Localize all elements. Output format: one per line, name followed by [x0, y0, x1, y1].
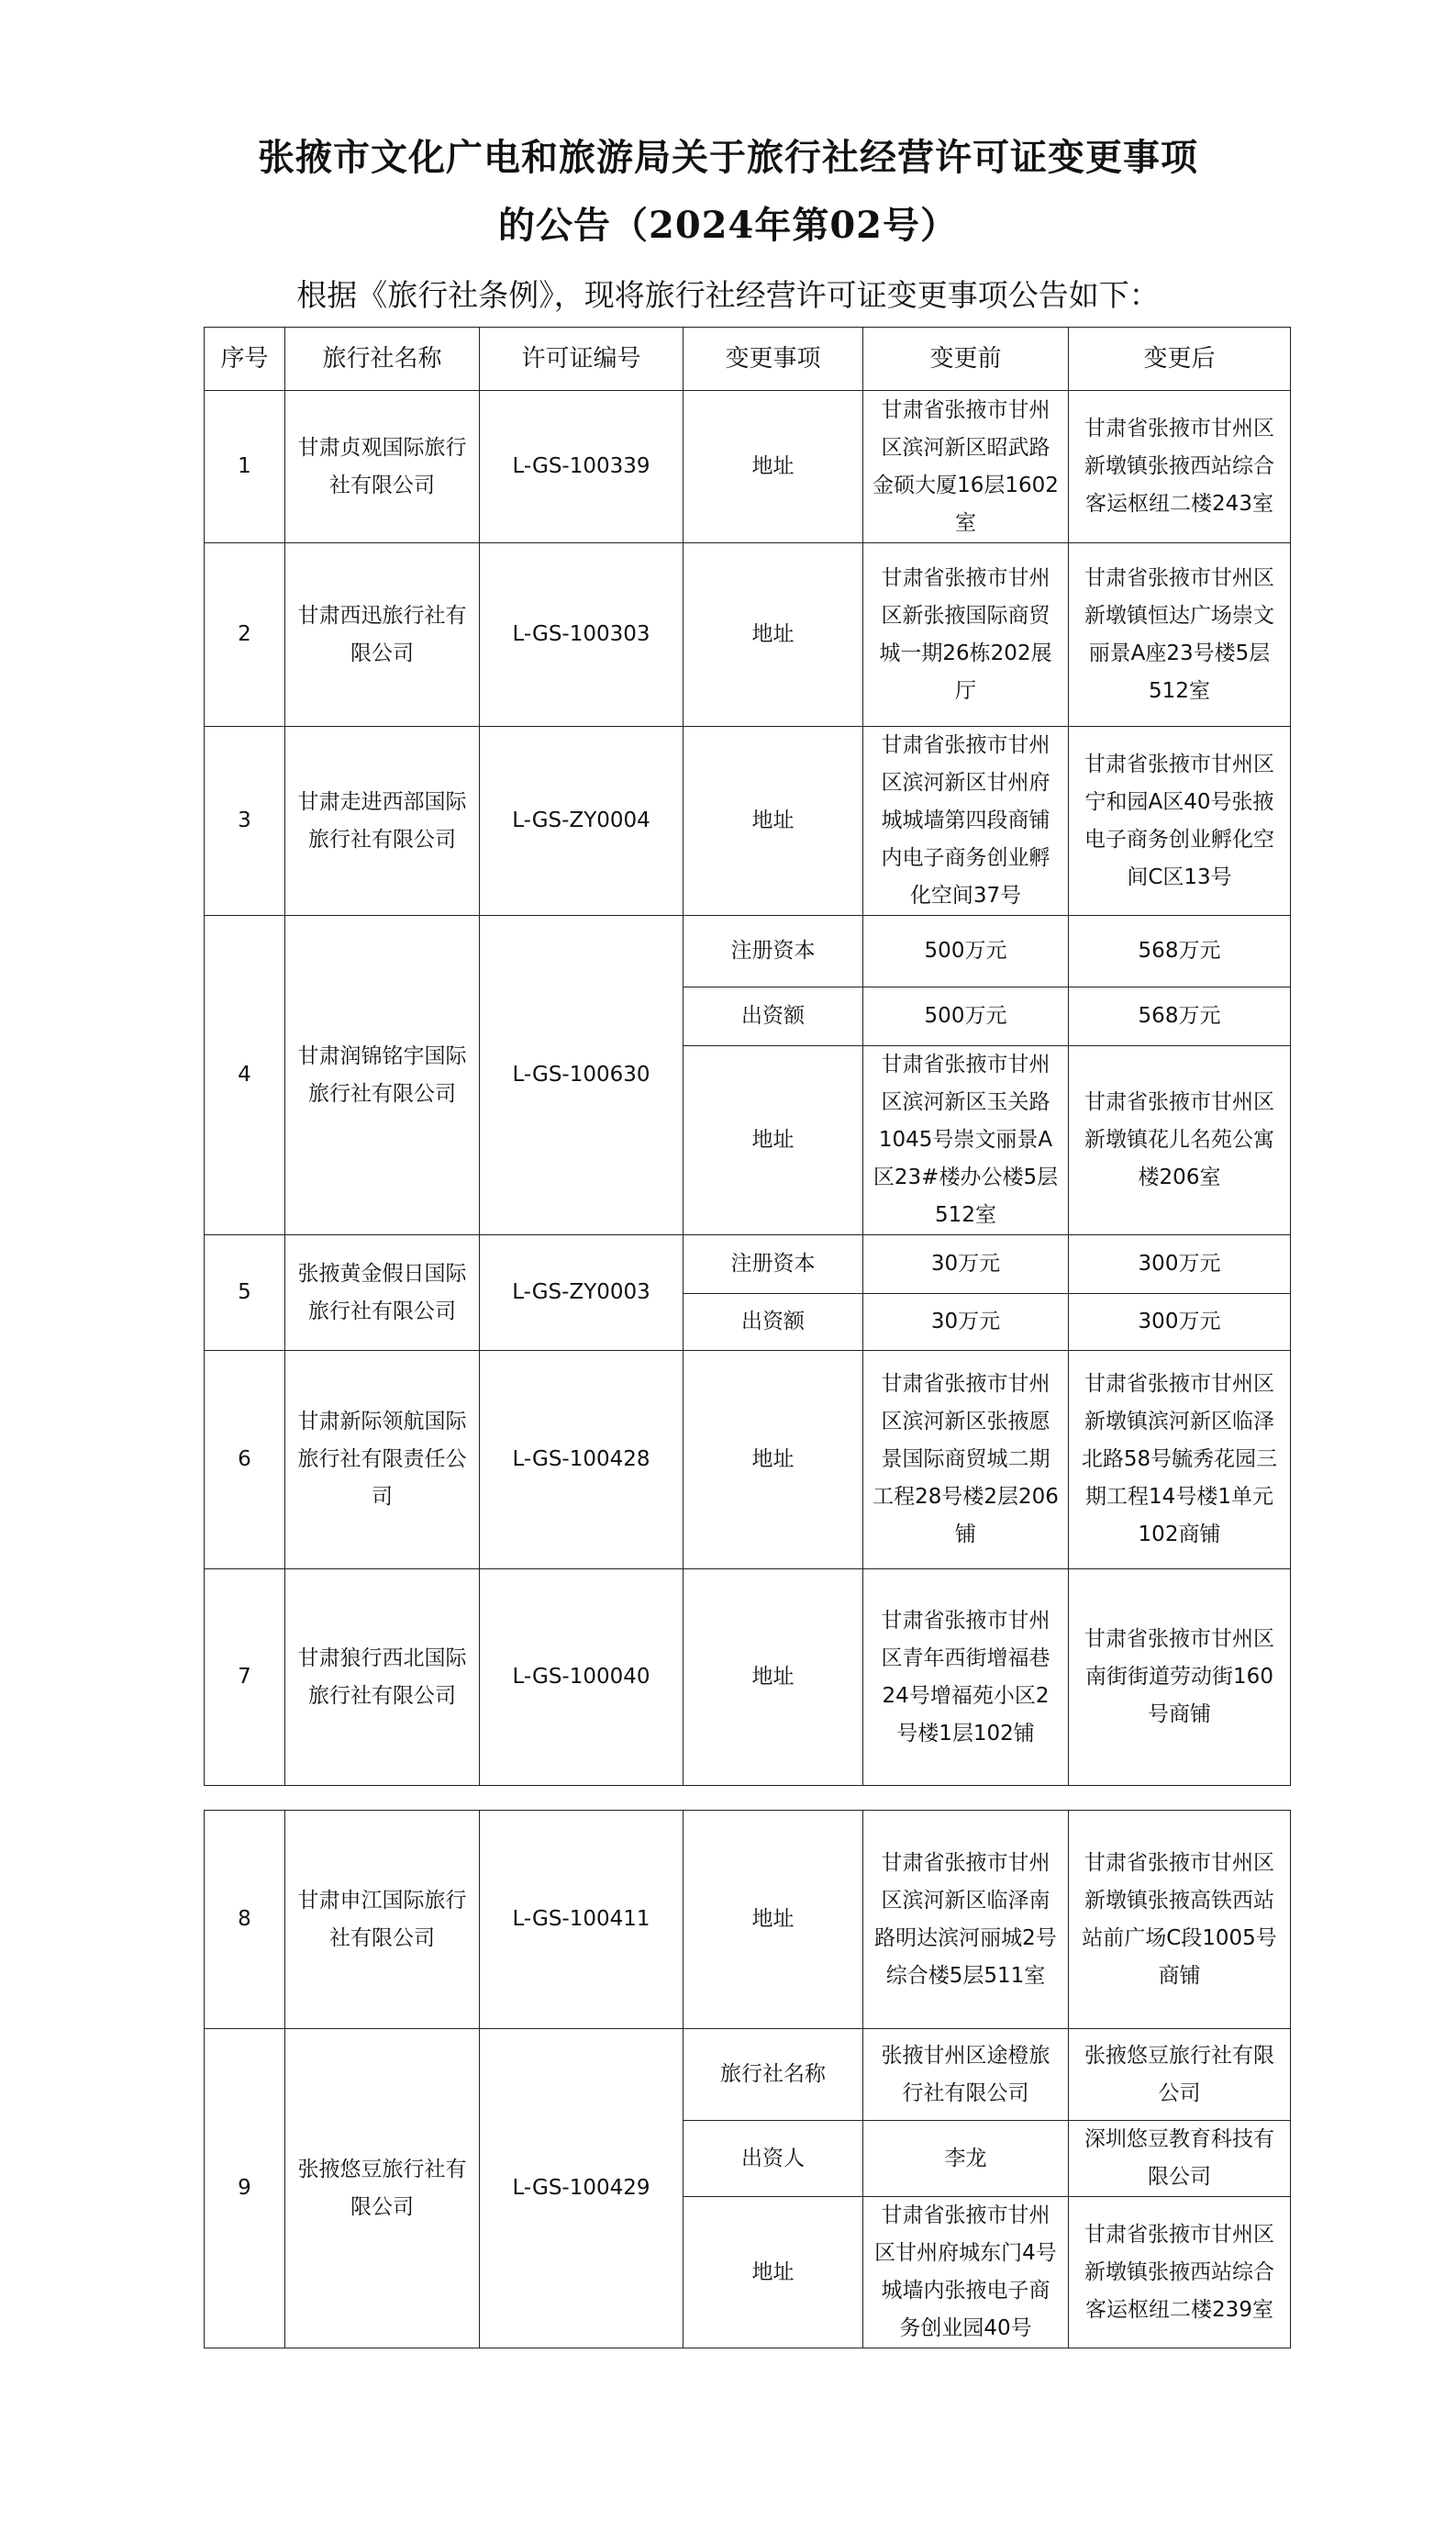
value-after: 300万元 [1069, 1294, 1291, 1351]
change-item: 地址 [684, 543, 863, 727]
change-item: 出资额 [684, 1294, 863, 1351]
license-number: L-GS-100411 [480, 1811, 684, 2029]
table-row [205, 1351, 1291, 1569]
row-index: 8 [205, 1811, 285, 2029]
table-row [205, 391, 1291, 543]
agency-name: 甘肃贞观国际旅行社有限公司 [285, 391, 480, 543]
header-before: 变更前 [863, 328, 1069, 391]
value-before: 500万元 [863, 916, 1069, 987]
value-after: 甘肃省张掖市甘州区宁和园A区40号张掖电子商务创业孵化空间C区13号 [1069, 727, 1291, 916]
agency-name: 甘肃狼行西北国际旅行社有限公司 [285, 1569, 480, 1786]
change-item: 地址 [684, 2197, 863, 2348]
value-before: 30万元 [863, 1294, 1069, 1351]
change-item: 注册资本 [684, 1235, 863, 1294]
table-row [205, 916, 1291, 987]
value-before: 甘肃省张掖市甘州区新张掖国际商贸城一期26栋202展厅 [863, 543, 1069, 727]
header-license-no: 许可证编号 [480, 328, 684, 391]
value-before: 500万元 [863, 987, 1069, 1046]
value-after: 甘肃省张掖市甘州区新墩镇张掖高铁西站站前广场C段1005号商铺 [1069, 1811, 1291, 2029]
value-before: 甘肃省张掖市甘州区滨河新区昭武路金硕大厦16层1602室 [863, 391, 1069, 543]
value-before: 甘肃省张掖市甘州区滨河新区张掖愿景国际商贸城二期工程28号楼2层206铺 [863, 1351, 1069, 1569]
license-number: L-GS-100339 [480, 391, 684, 543]
change-item: 地址 [684, 1351, 863, 1569]
change-item: 出资额 [684, 987, 863, 1046]
value-before: 甘肃省张掖市甘州区滨河新区临泽南路明达滨河丽城2号综合楼5层511室 [863, 1811, 1069, 2029]
value-before: 30万元 [863, 1235, 1069, 1294]
agency-name: 甘肃申江国际旅行社有限公司 [285, 1811, 480, 2029]
license-number: L-GS-ZY0004 [480, 727, 684, 916]
header-change-item: 变更事项 [684, 328, 863, 391]
agency-name: 甘肃西迅旅行社有限公司 [285, 543, 480, 727]
value-before: 甘肃省张掖市甘州区滨河新区甘州府城城墙第四段商铺内电子商务创业孵化空间37号 [863, 727, 1069, 916]
notice-title-line-1: 张掖市文化广电和旅游局关于旅行社经营许可证变更事项 [258, 136, 1198, 179]
value-after: 张掖悠豆旅行社有限公司 [1069, 2029, 1291, 2121]
change-item: 地址 [684, 1811, 863, 2029]
row-index: 7 [205, 1569, 285, 1786]
change-item: 地址 [684, 391, 863, 543]
change-item: 地址 [684, 1046, 863, 1235]
value-after: 300万元 [1069, 1235, 1291, 1294]
row-index: 6 [205, 1351, 285, 1569]
agency-name: 张掖黄金假日国际旅行社有限公司 [285, 1235, 480, 1351]
value-after: 深圳悠豆教育科技有限公司 [1069, 2121, 1291, 2197]
value-after: 甘肃省张掖市甘州区南街街道劳动街160号商铺 [1069, 1569, 1291, 1786]
header-index: 序号 [205, 328, 285, 391]
value-after: 甘肃省张掖市甘州区新墩镇花儿名苑公寓楼206室 [1069, 1046, 1291, 1235]
change-item: 旅行社名称 [684, 2029, 863, 2121]
table-row [205, 543, 1291, 727]
value-before: 张掖甘州区途橙旅行社有限公司 [863, 2029, 1069, 2121]
row-index: 1 [205, 391, 285, 543]
value-after: 甘肃省张掖市甘州区新墩镇张掖西站综合客运枢纽二楼243室 [1069, 391, 1291, 543]
header-after: 变更后 [1069, 328, 1291, 391]
change-table-continued [204, 1810, 1291, 2348]
value-before: 李龙 [863, 2121, 1069, 2197]
table-row [205, 1811, 1291, 2029]
license-number: L-GS-100303 [480, 543, 684, 727]
agency-name: 甘肃新际领航国际旅行社有限责任公司 [285, 1351, 480, 1569]
row-index: 9 [205, 2029, 285, 2348]
value-after: 568万元 [1069, 987, 1291, 1046]
value-after: 甘肃省张掖市甘州区新墩镇恒达广场崇文丽景A座23号楼5层512室 [1069, 543, 1291, 727]
value-before: 甘肃省张掖市甘州区滨河新区玉关路1045号崇文丽景A区23#楼办公楼5层512室 [863, 1046, 1069, 1235]
table-row [205, 727, 1291, 916]
license-number: L-GS-100429 [480, 2029, 684, 2348]
value-after: 甘肃省张掖市甘州区新墩镇张掖西站综合客运枢纽二楼239室 [1069, 2197, 1291, 2348]
change-item: 出资人 [684, 2121, 863, 2197]
row-index: 2 [205, 543, 285, 727]
license-number: L-GS-100630 [480, 916, 684, 1235]
license-number: L-GS-ZY0003 [480, 1235, 684, 1351]
table-header-row [205, 328, 1291, 391]
value-after: 甘肃省张掖市甘州区新墩镇滨河新区临泽北路58号毓秀花园三期工程14号楼1单元102商铺 [1069, 1351, 1291, 1569]
header-agency-name: 旅行社名称 [285, 328, 480, 391]
agency-name: 甘肃润锦铭宇国际旅行社有限公司 [285, 916, 480, 1235]
table-row [205, 1235, 1291, 1294]
table-row [205, 2029, 1291, 2121]
change-table [204, 327, 1291, 1786]
table-row [205, 1569, 1291, 1786]
change-item: 地址 [684, 1569, 863, 1786]
value-after: 568万元 [1069, 916, 1291, 987]
intro-paragraph: 根据《旅行社条例》，现将旅行社经营许可证变更事项公告如下： [296, 277, 1160, 313]
change-item: 注册资本 [684, 916, 863, 987]
value-before: 甘肃省张掖市甘州区甘州府城东门4号城墙内张掖电子商务创业园40号 [863, 2197, 1069, 2348]
license-number: L-GS-100428 [480, 1351, 684, 1569]
agency-name: 张掖悠豆旅行社有限公司 [285, 2029, 480, 2348]
row-index: 5 [205, 1235, 285, 1351]
value-before: 甘肃省张掖市甘州区青年西街增福巷24号增福苑小区2号楼1层102铺 [863, 1569, 1069, 1786]
license-number: L-GS-100040 [480, 1569, 684, 1786]
row-index: 4 [205, 916, 285, 1235]
agency-name: 甘肃走进西部国际旅行社有限公司 [285, 727, 480, 916]
change-item: 地址 [684, 727, 863, 916]
row-index: 3 [205, 727, 285, 916]
notice-title-line-2: 的公告（2024年第02号） [498, 204, 958, 247]
